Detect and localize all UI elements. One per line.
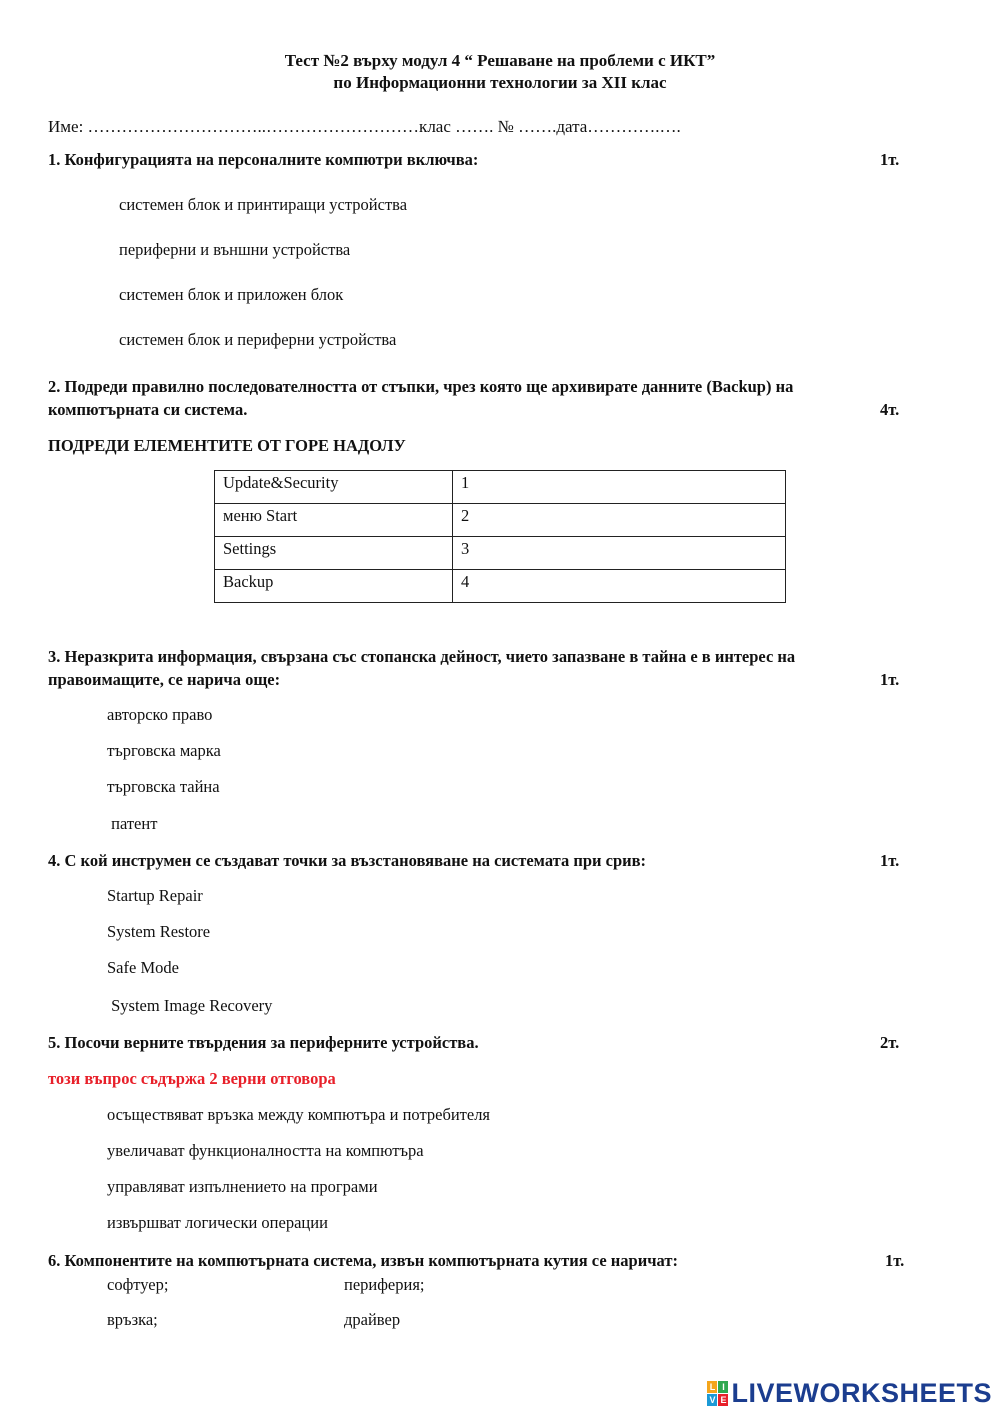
question-3-line2: правоимащите, се нарича още: xyxy=(48,670,281,689)
q3-option-2[interactable]: търговска марка xyxy=(107,741,221,760)
q2-instruction: ПОДРЕДИ ЕЛЕМЕНТИТЕ ОТ ГОРЕ НАДОЛУ xyxy=(48,436,406,455)
question-2-line2: компютърната си система. xyxy=(48,400,248,419)
step-number: 4 xyxy=(453,570,786,603)
q6-option-3[interactable]: връзка; xyxy=(107,1310,158,1329)
question-3-points: 1т. xyxy=(880,670,900,689)
question-1-points: 1т. xyxy=(880,150,900,169)
logo-letter: I xyxy=(718,1381,728,1393)
q1-option-3[interactable]: системен блок и приложен блок xyxy=(119,285,344,304)
q6-option-4[interactable]: драйвер xyxy=(344,1310,401,1329)
logo-text: LIVEWORKSHEETS xyxy=(731,1378,992,1408)
logo-letter: V xyxy=(709,1394,716,1405)
question-6-points: 1т. xyxy=(885,1251,905,1270)
step-number: 3 xyxy=(453,537,786,570)
question-4: 4. С кой инструмен се създават точки за възстановяване на системата при срив: xyxy=(48,851,647,870)
q4-option-2[interactable]: System Restore xyxy=(107,922,211,941)
page-title-line2: по Информационни технологии за XII клас xyxy=(333,73,667,92)
table-row xyxy=(215,570,786,603)
q3-option-4[interactable]: патент xyxy=(107,814,158,833)
question-3-line1: 3. Неразкрита информация, свързана със стопанска дейност, чието запазване в тайна е в интерес на xyxy=(48,647,796,666)
logo-letter: L xyxy=(707,1381,717,1393)
question-5: 5. Посочи верните твърдения за периферните устройства. xyxy=(48,1033,479,1052)
q5-option-4[interactable]: извършват логически операции xyxy=(107,1213,328,1232)
steps-table xyxy=(214,470,786,603)
liveworksheets-logo xyxy=(707,1378,992,1409)
q4-option-4[interactable]: System Image Recovery xyxy=(107,996,273,1015)
q5-note: този въпрос съдържа 2 верни отговора xyxy=(48,1069,336,1088)
q3-option-3[interactable]: търговска тайна xyxy=(107,777,220,796)
q6-option-2[interactable]: периферия; xyxy=(344,1275,425,1294)
name-line: Име: …………………………..………………………клас ……. № …….дата………….…. xyxy=(48,117,681,136)
q5-option-3[interactable]: управляват изпълнението на програми xyxy=(107,1177,378,1196)
table-row xyxy=(215,504,786,537)
q6-option-1[interactable]: софтуер; xyxy=(107,1275,169,1294)
q1-option-4[interactable]: системен блок и периферни устройства xyxy=(119,330,397,349)
table-row xyxy=(215,537,786,570)
q1-option-2[interactable]: периферни и външни устройства xyxy=(119,240,351,259)
q1-option-1[interactable]: системен блок и принтиращи устройства xyxy=(119,195,408,214)
logo-letter: E xyxy=(720,1394,727,1405)
q5-option-1[interactable]: осъществяват връзка между компютъра и потребителя xyxy=(107,1105,491,1124)
step-item[interactable]: меню Start xyxy=(215,504,453,537)
question-1: 1. Конфигурацията на персоналните компютри включва: xyxy=(48,150,479,169)
table-row xyxy=(215,471,786,504)
q5-option-2[interactable]: увеличават функционалността на компютъра xyxy=(107,1141,424,1160)
q4-option-3[interactable]: Safe Mode xyxy=(107,958,179,977)
page-title-line1: Тест №2 върху модул 4 “ Решаване на проблеми с ИКТ” xyxy=(284,51,716,70)
question-2-line1: 2. Подреди правилно последователността от стъпки, чрез която ще архивирате данните (Backup) на xyxy=(48,377,794,396)
q4-option-1[interactable]: Startup Repair xyxy=(107,886,203,905)
question-5-points: 2т. xyxy=(880,1033,900,1052)
logo-mark-icon xyxy=(707,1381,729,1407)
q3-option-1[interactable]: авторско право xyxy=(107,705,213,724)
question-6: 6. Компонентите на компютърната система, извън компютърната кутия се наричат: xyxy=(48,1251,678,1270)
question-4-points: 1т. xyxy=(880,851,900,870)
step-number: 1 xyxy=(453,471,786,504)
step-item[interactable]: Update&Security xyxy=(215,471,453,504)
step-item[interactable]: Backup xyxy=(215,570,453,603)
step-item[interactable]: Settings xyxy=(215,537,453,570)
step-number: 2 xyxy=(453,504,786,537)
question-2-points: 4т. xyxy=(880,400,900,419)
